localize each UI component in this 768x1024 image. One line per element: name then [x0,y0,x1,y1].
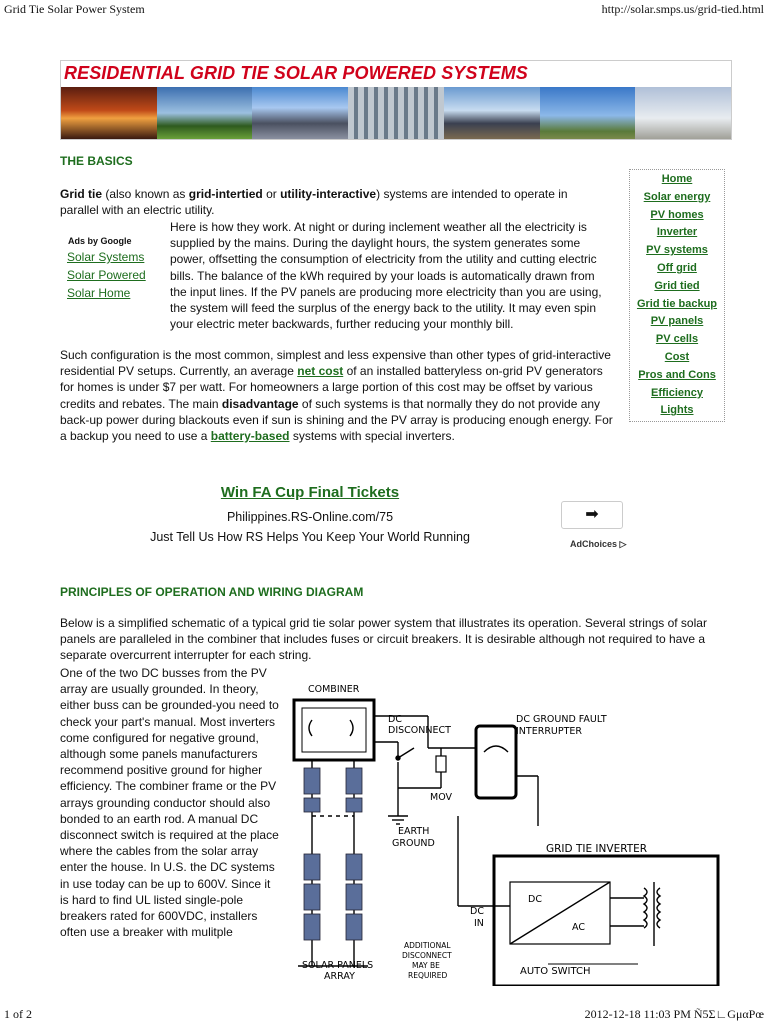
transmission-lines-photo [635,87,731,139]
ad-link[interactable]: Solar Home [67,286,131,300]
label-required: REQUIRED [408,971,448,980]
banner-title: RESIDENTIAL GRID TIE SOLAR POWERED SYSTEMS [64,63,528,83]
principles-paragraph: Below is a simplified schematic of a typical grid tie solar power system that illustrates its operation. Several strings of solar panels are paralleled in the combiner that includes fuses or circuit breakers. It is desirable although not required to have a separate overcurrent interrupter for each string. [60,616,707,663]
nav-item-cost[interactable]: Cost [664,350,690,363]
label-disconnect: DISCONNECT [402,951,452,960]
site-nav [629,169,725,422]
section-heading-basics: THE BASICS [60,154,133,168]
arrow-right-icon: ➡ [585,506,599,523]
nav-item-efficiency[interactable]: Efficiency [651,386,703,399]
nav-item-pv-homes[interactable]: PV homes [650,208,704,221]
ad-description: Just Tell Us How RS Helps You Keep Your World Running [150,530,470,544]
label-dc-disconnect-2: DISCONNECT [388,725,451,736]
ad-arrow-button[interactable] [561,501,623,529]
label-dc: DC [528,894,542,905]
para-text: systems with special inverters. [289,429,455,444]
how-it-works-paragraph: Here is how they work. At night or during inclement weather all the electricity is supplied by the mains. During the daylight hours, the system generates some power, offsetting the consumption of electricity from the utility and cutting electric bills. The balance of the kWh required by your loads is automatically drawn from the input lines. If the PV panels are producing more electricity than you are using, the system will feed the surplus of the energy back to the utility. It may even spin your electric meter backwards, further reducing your monthly bill. [170,220,602,332]
label-mov: MOV [430,792,453,803]
intro-text: ) systems are intended to operate in parallel with an electric utility. [60,187,568,218]
label-inverter: GRID TIE INVERTER [546,843,648,855]
para-text: of such systems is that normally they do not provide any back-up power during blackouts even if sun is shining and the PV array is producing enough energy. For a backup you need to use a [60,396,613,444]
label-solar-panels: SOLAR PANELS [302,960,374,971]
adchoices-link[interactable]: AdChoices ▷ [570,539,627,549]
page-url: http://solar.smps.us/grid-tied.html [601,2,764,16]
nav-item-grid-tied[interactable]: Grid tied [654,279,700,292]
label-ground: GROUND [392,838,435,849]
nav-item-pv-panels[interactable]: PV panels [650,315,704,328]
battery-based-link[interactable]: battery-based [210,429,290,444]
term-utility-interactive: utility-interactive [280,187,377,201]
solar-array-photo [348,87,444,139]
power-tower-photo [540,87,636,139]
label-additional: ADDITIONAL [404,941,451,950]
net-cost-link[interactable]: net cost [297,364,344,379]
ad-link[interactable]: Solar Powered [67,268,146,282]
label-gfi-1: DC GROUND FAULT [516,714,607,725]
sunset-photo [61,87,157,139]
label-dc-in-1: DC [470,906,484,917]
intro-text: (also known as [102,187,189,201]
label-ac: AC [572,922,585,933]
label-combiner: COMBINER [308,684,360,695]
banner-photo-strip [61,87,731,139]
label-auto-switch: AUTO SWITCH [520,966,591,977]
print-timestamp [585,1007,764,1022]
nav-item-pv-systems[interactable]: PV systems [646,244,708,257]
ads-by-google [62,236,162,306]
nav-item-solar-energy[interactable]: Solar energy [643,190,711,203]
label-earth: EARTH [398,826,430,837]
timestamp-text: 2012-12-18 11:03 PM [584,1007,691,1021]
combiner-box [294,700,374,760]
nav-item-home[interactable]: Home [661,173,693,185]
ad-display-url: Philippines.RS-Online.com/75 [226,510,394,524]
solar-dishes-photo [252,87,348,139]
ads-label: Ads by Google [68,236,132,246]
term-grid-tie: Grid tie [60,187,103,201]
label-dc-in-2: IN [474,918,484,929]
label-may-be: MAY BE [412,961,440,970]
label-dc-disconnect-1: DC [388,714,402,725]
garbled-text: Ñ5Σ∟GμαPœ [693,1007,764,1021]
banner [60,60,732,140]
ad-headline-link[interactable]: Win FA Cup Final Tickets [220,484,400,501]
solar-farm-photo [444,87,540,139]
grounding-paragraph: One of the two DC busses from the PV array are usually grounded. In theory, either buss can be grounded-you need to check your part's manual. Most inverters come configured for negative ground, although some panels manufacturers recommend positive ground for higher efficiency. The combiner frame or the PV arrays grounding conductor should also bonded to an earth rod. A manual DC disconnect switch is required at the place where the cables from the solar array enter the house. In U.S. the DC systems in use today can be up to 600V. Since it is hard to find UL listed single-pole breakers rated for 600VDC, installers often use a breaker with mulitple [60,666,279,940]
term-disadvantage: disadvantage [221,396,299,411]
intro-paragraph [60,186,600,218]
configuration-paragraph [60,347,620,444]
gfi-box [476,726,516,798]
wiring-diagram [288,676,728,986]
nav-item-grid-tie-backup[interactable]: Grid tie backup [636,297,718,310]
ad-link[interactable]: Solar Systems [67,250,145,264]
label-gfi-2: INTERRUPTER [516,726,583,737]
intro-text: or [262,187,281,201]
para-text: Such configuration is the most common, simplest and less expensive than other types of grid-interactive residential PV setups. Currently, an average [60,348,611,379]
section-heading-principles: PRINCIPLES OF OPERATION AND WIRING DIAGRAM [60,585,364,599]
nav-item-inverter[interactable]: Inverter [656,226,698,239]
nav-item-lights[interactable]: Lights [660,404,694,417]
page-title: Grid Tie Solar Power System [4,2,145,16]
print-footer [0,1004,768,1024]
nav-item-pv-cells[interactable]: PV cells [655,333,699,346]
label-array: ARRAY [324,971,355,982]
nav-item-pros-and-cons[interactable]: Pros and Cons [638,368,716,381]
page-number: 1 of 2 [4,1007,32,1021]
print-header [0,0,768,20]
nav-item-off-grid[interactable]: Off grid [657,261,697,274]
solar-tracker-photo [157,87,253,139]
para-text: of an installed batteryless on-grid PV generators for homes is under $7 per watt. For homeowners a large portion of this cost may be offset by various credits and rebates. The main [60,364,603,411]
term-grid-intertied: grid-intertied [188,187,263,201]
